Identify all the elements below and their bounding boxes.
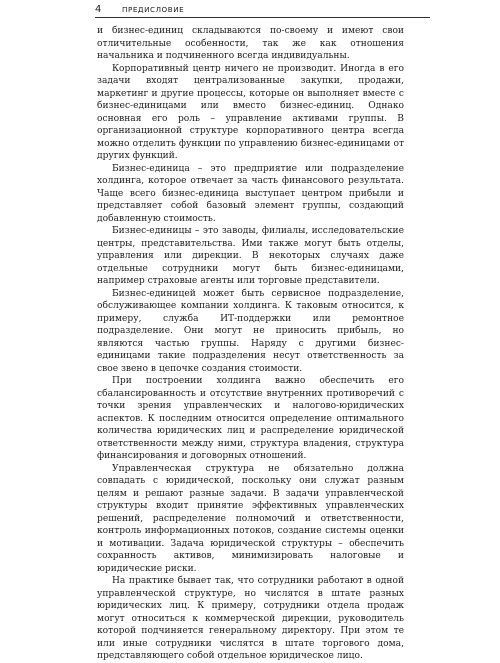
paragraph-business-unit-definition: Бизнес-единица – это предприятие или подразделение холдинга, которое отвечает за часть финансового результата. Чаще всего бизнес-единица выступает центром прибыли и представляет собой базовый элемент группы, создающий добавленную стоимость. bbox=[97, 163, 404, 224]
paragraph-service-unit: Бизнес-единицей может быть сервисное подразделение, обслуживающее компании холдинга. К таковым относится, к примеру, служба ИТ-поддержки или ремонтное подразделение. Они могут не приносить прибыль, но являются частью группы. Наряду с другими бизнес-единицами такие подразделения несут ответственность за свое звено в цепочке создания стоимости. bbox=[97, 288, 404, 374]
paragraph-management-structure: Управленческая структура не обязательно должна совпадать с юридической, поскольку они служат разным целям и решают разные задачи. В задачи управленческой структуры входит принятие эффективных управленческих решений, распределение полномочий и ответственности, контроль информационных потоков, создание системы оценки и мотивации. Задача юридической структуры – обеспечить сохранность активов, минимизировать налоговые и юридические риски. bbox=[97, 463, 404, 574]
page-number: 4 bbox=[95, 4, 102, 15]
header-rule bbox=[95, 17, 430, 18]
paragraph-practice: На практике бывает так, что сотрудники работают в одной управленческой структуре, но числятся в штате разных юридических лиц. К примеру, сотрудники отдела продаж могут относиться к коммерческой дирекции, руководитель которой подчиняется генеральному директору. При этом те или иные сотрудники числятся в штате торгового дома, представляющего собой отдельное юридическое лицо. bbox=[97, 576, 404, 661]
paragraph-continued: и бизнес-единиц складываются по-своему и имеют свои отличительные особенности, так же как отношения начальника и подчиненного всегда индивидуальны. bbox=[97, 26, 404, 61]
paragraph-corporate-center: Корпоративный центр ничего не производит. Иногда в его задачи входят централизованные закупки, продажи, маркетинг и другие процессы, которые он выполняет вместе с бизнес-единицами или вместо бизнес-единиц. Однако основная его роль – управление активами группы. В организационной структуре корпоративного центра всегда можно отделить функции по управлению бизнес-единицами от других функций. bbox=[97, 63, 404, 161]
section-title: ПРЕДИСЛОВИЕ bbox=[122, 5, 185, 14]
body-text bbox=[97, 25, 404, 663]
running-header bbox=[95, 4, 430, 20]
paragraph-holding-balance: При построении холдинга важно обеспечить его сбалансированность и отсутствие внутренних противоречий с точки зрения управленческих и налогово-юридических аспектов. К последним относится определение оптимального количества юридических лиц и распределение юридической ответственности между ними, структура владения, структура финансирования и договорных отношений. bbox=[97, 376, 404, 461]
paragraph-business-unit-examples: Бизнес-единицы – это заводы, филиалы, исследовательские центры, представительства. Ими также могут быть отделы, управления или дирекции. В некоторых случаях даже отдельные сотрудники могут быть бизнес-единицами, например страховые агенты или торговые представители. bbox=[97, 226, 404, 286]
